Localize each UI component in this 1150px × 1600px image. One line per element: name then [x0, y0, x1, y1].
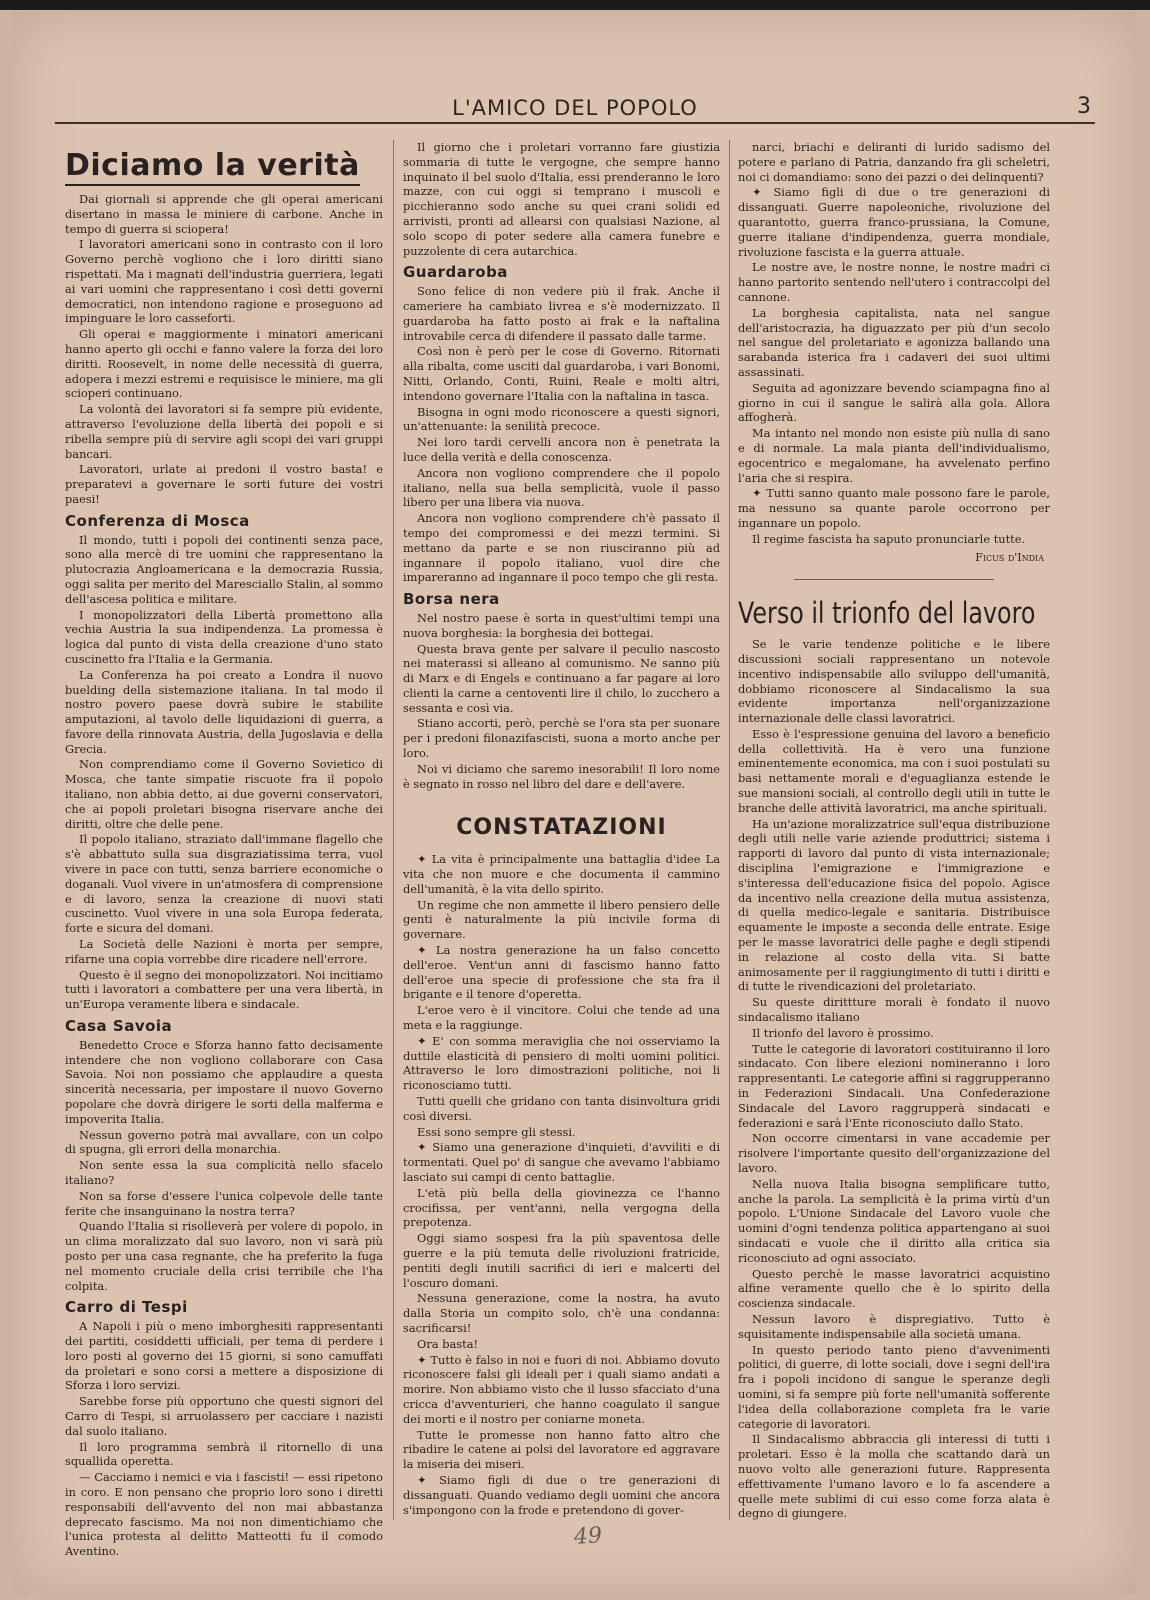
paragraph: ✦ La nostra generazione ha un falso concetto dell'eroe. Vent'un anni di fascismo hanno fatto dell'eroe una specie di professione che sta fra il brigante e il tenore d'operetta. [403, 943, 720, 1002]
column-rule [393, 140, 394, 1520]
paragraph: narci, briachi e deliranti di lurido sadismo del potere e parlano di Patria, danzando fra gli scheletri, noi ci domandiamo: sono dei pazzi o dei delinquenti? [738, 140, 1050, 184]
paragraph: Nessun lavoro è dispregiativo. Tutto è squisitamente indispensabile alla società umana. [738, 1311, 1050, 1341]
paragraph: L'eroe vero è il vincitore. Colui che tende ad una meta e la raggiunge. [403, 1003, 720, 1033]
page-header [55, 92, 1095, 124]
section-body [403, 611, 720, 792]
paragraph: Sono felice di non vedere più il frak. Anche il cameriere ha cambiato livrea e s'è modernizzato. Il guardaroba ha fatto posto ai frak e la naftalina introvabile cerca di difendere il passato dalle tarme. [403, 284, 720, 343]
page-number: 3 [1077, 94, 1091, 119]
paragraph: Sarebbe forse più opportuno che questi signori del Carro di Tespi, si arruolassero per cacciare i nazisti dal suolo italiano. [65, 1394, 383, 1438]
paragraph: Le nostre ave, le nostre nonne, le nostre madri ci hanno partorito sentendo nell'utero i contraccolpi del cannone. [738, 260, 1050, 304]
paragraph: In questo periodo tanto pieno d'avvenimenti politici, di guerre, di lotte sociali, dove i segni dell'ira fra i popoli incidono di sangue le speranze degli uomini, si fa sempre più forte nell'umanità sofferente l'idea della collaborazione completa fra le varie categorie di lavoratori. [738, 1342, 1050, 1431]
article-headline: Diciamo la verità [65, 148, 360, 186]
paragraph: Questo perchè le masse lavoratrici acquistino alfine veramente quello che è lo spirito della coscienza sindacale. [738, 1266, 1050, 1311]
paragraph: Lavoratori, urlate ai predoni il vostro basta! e preparatevi a governare le sorti future dei vostri paesi! [65, 462, 383, 506]
paragraph: Tutti quelli che gridano con tanta disinvoltura gridi così diversi. [403, 1094, 720, 1123]
article-body [403, 140, 720, 258]
paragraph: Tutte le categorie di lavoratori costituiranno il loro sindacato. Con libere elezioni nomineranno i loro rappresentanti. Le categorie affini si raggrupperanno in Federazioni Sindacali. Una Confederazione Sindacale del Lavoro raggrupperà sindacati e federazioni e sarà l'Ente riconosciuto dallo Stato. [738, 1041, 1050, 1130]
paragraph: ✦ Siamo una generazione d'inquieti, d'avviliti e di tormentati. Quel po' di sangue che avevamo l'abbiamo lasciato sui campi di cento battaglie. [403, 1140, 720, 1184]
section-body [738, 637, 1050, 1521]
paragraph: Il regime fascista ha saputo pronunciarle tutte. [752, 531, 1026, 546]
paragraph: Noi vi diciamo che saremo inesorabili! Il loro nome è segnato in rosso nel libro del dare e dell'avere. [403, 761, 720, 791]
paragraph: Seguita ad agonizzare bevendo sciampagna fino al giorno in cui il sangue le salirà alla gola. Allora affogherà. [738, 380, 1050, 425]
section-body [65, 533, 383, 1013]
paragraph: Ma intanto nel mondo non esiste più nulla di sano e di normale. La mala pianta dell'individualismo, egocentrico e megalomane, ha avvelenato perfino l'aria che si respira. [738, 426, 1050, 485]
paragraph: Il mondo, tutti i popoli dei continenti senza pace, sono alla mercè di tre uomini che rappresentano la plutocrazia Angloamericana e la democrazia Russia, oggi salita per merito del Maresciallo Stalin, al sommo dell'ascesa politica e militare. [65, 532, 383, 606]
paragraph: Ha un'azione moralizzatrice sull'equa distribuzione degli utili nelle varie aziende produttrici; sistema i rapporti di lavoro dal punto di vista internazionale; disciplina l'emigrazione e l'immigrazione e s'interessa dell'educazione fisica del popolo. Agisce da incentivo nella creazione della mutua assistenza, di quella medico-legale e sanitaria. Distribuisce equamente le imposte a seconda delle entrate. Esige per le masse lavoratrici delle paghe e degli stipendi in relazione al costo della vita. Si batte animosamente per il raggiungimento di tutti i diritti e di tutte le rivendicazioni del proletariato. [738, 816, 1050, 994]
section-title: Carro di Tespi [65, 1298, 188, 1317]
paragraph: La borghesia capitalista, nata nel sangue dell'aristocrazia, ha diguazzato per più d'un secolo nel sangue del proletariato e agonizza ballando una sarabanda isterica fra i cadaveri dei suoi ultimi assassinati. [738, 305, 1050, 379]
paragraph: Non occorre cimentarsi in vane accademie per risolvere l'importante quesito dell'organizzazione del lavoro. [738, 1131, 1050, 1175]
section-title: Guardaroba [403, 263, 508, 282]
paragraph: Ancora non vogliono comprendere ch'è passato il tempo dei compromessi e dei mezzi termini. Si mettano da parte e se non riusciranno più ad ingannare il popolo italiano, vuol dire che impareranno ad ingannare il poco tempo che gli resta. [403, 511, 720, 585]
handwritten-note: 49 [573, 1523, 603, 1550]
paragraph: Essi sono sempre gli stessi. [417, 1124, 576, 1139]
paragraph: La Società delle Nazioni è morta per sempre, rifarne una copia vorrebbe dire ricadere nell'errore. [65, 937, 383, 966]
paragraph: Il popolo italiano, straziato dall'immane flagello che s'è abbattuto sulla sua disgraziatissima terra, vuol vivere in pace con tutti, senza barriere economiche o doganali. Vuol vivere in un'atmosfera di comprensione e di lavoro, senza la creazione di nuovi stati cuscinetto. Vuol vivere in una sola Europa federata, forte e sicura del domani. [65, 832, 383, 936]
paragraph: A Napoli i più o meno imborghesiti rappresentanti dei partiti, cosiddetti ufficiali, per tema di perdere i loro posti al governo dei 15 giorni, si sono camuffati da proletari e sono corsi a mettere a disposizione di Sforza i loro servizi. [65, 1319, 383, 1393]
column-3 [738, 140, 1050, 1520]
paragraph: Non sente essa la sua complicità nello sfacelo italiano? [65, 1158, 383, 1187]
column-2 [403, 140, 720, 1520]
paragraph: Su queste dirittture morali è fondato il nuovo sindacalismo italiano [738, 995, 1050, 1025]
section-title: Casa Savoia [65, 1017, 173, 1036]
paragraph: Questo è il segno dei monopolizzatori. Noi incitiamo tutti i lavoratori a combattere per una vera libertà, in un'Europa veramente libera e sindacale. [65, 967, 383, 1012]
paragraph: Ancora non vogliono comprendere che il popolo italiano, nella sua bella semplicità, vuole il passo libero per una libera via nuova. [403, 465, 720, 510]
paragraph: ✦ Tutto è falso in noi e fuori di noi. Abbiamo dovuto riconoscere falsi gli ideali per i quali siamo andati a morire. Non abbiamo visto che il lusso sfacciato d'una cricca d'avventurieri, che hanno coagulato il sangue dei morti e il nostro per coniarne moneta. [403, 1352, 720, 1426]
paragraph: Non sa forse d'essere l'unica colpevole delle tante ferite che insanguinano la nostra terra? [65, 1188, 383, 1218]
paragraph: Il trionfo del lavoro è prossimo. [752, 1025, 934, 1040]
column-1 [65, 140, 383, 1559]
paragraph: Il Sindacalismo abbraccia gli interessi di tutti i proletari. Esso è la molla che scattando darà un nuovo volto alle generazioni future. Rappresenta effettivamente l'umano lavoro e lo fa ascendere a quelle mete sublimi di cui esso come forza alata è degno di giungere. [738, 1432, 1050, 1521]
paragraph: ✦ Siamo figli di due o tre generazioni di dissanguati. Quando vediamo degli uomini che ancora s'impongono con la frode e pretendono di gover- [403, 1472, 720, 1517]
paragraph: Nessuna generazione, come la nostra, ha avuto dalla Storia un compito solo, ch'è una condanna: sacrificarsi! [403, 1291, 720, 1335]
paragraph: I lavoratori americani sono in contrasto con il loro Governo perchè vogliono che i loro diritti siano rispettati. Ma i magnati dell'industria guerriera, legati ai vari uomini che rappresentano i così detti governi democratici, non intendono ragione e proseguono ad impinguare le loro casseforti. [65, 237, 383, 326]
column-rule [729, 140, 730, 1520]
paragraph: Se le varie tendenze politiche e le libere discussioni sociali rappresentano un notevole incentivo indispensabile allo sviluppo dell'umanità, dobbiamo riconoscere al Sindacalismo la sua evidente importanza nell'organizzazione internazionale delle classi lavoratrici. [738, 637, 1050, 726]
section-body [65, 1319, 383, 1559]
masthead: L'AMICO DEL POPOLO [452, 96, 698, 120]
article-body [65, 192, 383, 507]
paragraph: Il giorno che i proletari vorranno fare giustizia sommaria di tutte le vergogne, che sempre hanno inquinato il bel suolo d'Italia, essi prenderanno le loro mazze, con cui oggi si temprano i muscoli e picchieranno sodo anche su quei crani solidi ed arrivisti, pronti ad allearsi con qualsiasi Nazione, al solo scopo di poter sedere alla camera funebre e puzzolente di cera autarchica. [403, 140, 720, 258]
paragraph: Il loro programma sembrà il ritornello di una squallida operetta. [65, 1439, 383, 1469]
paragraph: L'età più bella della giovinezza ce l'hanno crocifissa, per vent'anni, nella vergogna della prepotenza. [403, 1185, 720, 1230]
section-body [65, 1038, 383, 1294]
paragraph: Non comprendiamo come il Governo Sovietico di Mosca, che tante simpatie riscuote fra il popolo italiano, non abbia detto, ai due governi conservatori, che ai popoli proletari bisogna riservare anche dei diritti, oltre che delle pene. [65, 757, 383, 831]
paragraph: Nei loro tardi cervelli ancora non è penetrata la luce della verità e della conoscenza. [403, 435, 720, 464]
article-headline: CONSTATAZIONI [456, 815, 667, 841]
paragraph: Nessun governo potrà mai avvallare, con un colpo di spugna, gli errori della monarchia. [65, 1127, 383, 1157]
paragraph: I monopolizzatori della Libertà promettono alla vechia Austria la sua indipendenza. La promessa è logica dal punto di vista della creazione d'uno stato cuscinetto fra l'Italia e la Germania. [65, 607, 383, 666]
paragraph: Gli operai e maggiormente i minatori americani hanno aperto gli occhi e fanno valere la forza dei loro diritti. Roosevelt, in nome delle necessità di guerra, adopera i mezzi estremi e requisisce le miniere, ma gli scioperi continuano. [65, 327, 383, 401]
paragraph: Quando l'Italia si risolleverà per volere di popolo, in un clima moralizzato dal suo lavoro, non vi sarà più posto per una casa regnante, che ha preferito la fuga nel momento cruciale della crisi terribile che l'ha colpita. [65, 1219, 383, 1293]
paragraph: Dai giornali si apprende che gli operai americani disertano in massa le miniere di carbone. Anche in tempo di guerra si sciopera! [65, 192, 383, 236]
author-signature: Ficus d'India [975, 550, 1044, 564]
section-title: Conferenza di Mosca [65, 511, 250, 530]
paragraph: Un regime che non ammette il libero pensiero delle genti è naturalmente la più incivile forma di governare. [403, 897, 720, 942]
paragraph: Esso è l'espressione genuina del lavoro a beneficio della collettività. Ha è vero una funzione eminentemente economica, ma con i suoi postulati su basi nettamente morali e d'eguaglianza estende le sue mansioni sociali, al controllo degli utili in tutte le branche delle attività lavoratrici, ma anche spirituali. [738, 726, 1050, 815]
paragraph: La volontà dei lavoratori si fa sempre più evidente, attraverso l'evoluzione della libertà dei popoli e si ribella sempre più di servire agli scopi dei vari gruppi bancari. [65, 402, 383, 461]
paragraph: La Conferenza ha poi creato a Londra il nuovo buelding della sistemazione italiana. In tal modo il nostro povero paese dovrà subire le stabilite amputazioni, al tavolo delle liquidazioni di guerra, a favore della rinnovata Austria, della Jugoslavia e della Grecia. [65, 667, 383, 756]
paragraph: Benedetto Croce e Sforza hanno fatto decisamente intendere che non vogliono collaborare con Casa Savoia. Noi non possiamo che applaudire a questa sincerità necessaria, per impostare il nuovo Governo popolare che dovrà dirigere le sorti della malferma e impoverita Italia. [65, 1037, 383, 1126]
paragraph: Nella nuova Italia bisogna semplificare tutto, anche la parola. La semplicità è la prima virtù d'un popolo. L'Unione Sindacale del Lavoro vuole che uomini d'ogni tendenza politica appartengano ai suoi sindacati e vuole che il diritto alla critica sia riconosciuto ad ogni associato. [738, 1176, 1050, 1265]
divider [794, 579, 994, 580]
paragraph: Questa brava gente per salvare il peculio nascosto nei materassi si alleano al comunismo. Ne sanno più di Marx e di Engels e continuano a far pagare ai loro clienti la carne a centoventi lire il chilo, lo zucchero a sessanta e così via. [403, 641, 720, 715]
paragraph: Nel nostro paese è sorta in quest'ultimi tempi una nuova borghesia: la borghesia dei bottegai. [403, 610, 720, 640]
paragraph: ✦ Tutti sanno quanto male possono fare le parole, ma nessuno sa quante parole occorrono per ingannare un popolo. [738, 486, 1050, 530]
paragraph: ✦ La vita è principalmente una battaglia d'idee La vita che non muore e che documenta il cammino dell'umanità, è la vita dello spirito. [403, 852, 720, 896]
paragraph: Così non è però per le cose di Governo. Ritornati alla ribalta, come usciti dal guardaroba, i vari Bonomi, Nitti, Orlando, Conti, Ruini, Reale e molti altri, intendono governare l'Italia con la naftalina in tasca. [403, 344, 720, 403]
paragraph: Stiano accorti, però, perchè se l'ora sta per suonare per i predoni filonazifascisti, suona a morto anche per loro. [403, 716, 720, 761]
section-body [403, 284, 720, 585]
paragraph: ✦ E' con somma meraviglia che noi osserviamo la duttile elasticità di pensiero di molti uomini politici. Attraverso le loro dimostrazioni politiche, noi li riconosciamo tutti. [403, 1033, 720, 1093]
article-body [738, 140, 1050, 547]
article-headline: Verso il trionfo del lavoro [738, 596, 1036, 631]
paragraph: Oggi siamo sospesi fra la più spaventosa delle guerre e la più temuta delle rivoluzioni fratricide, pentiti degli inutili sacrifici di ieri e malcerti del l'oscuro domani. [403, 1231, 720, 1290]
section-body [403, 852, 720, 1517]
paragraph: — Cacciamo i nemici e via i fascisti! — essi ripetono in coro. E non pensano che proprio loro sono i diretti responsabili dell'avvento del non mai abbastanza deprecato fascismo. Ma noi non dimentichiamo che l'unica protesta al delitto Matteotti fu il comodo Aventino. [65, 1470, 383, 1559]
paragraph: ✦ Siamo figli di due o tre generazioni di dissanguati. Guerre napoleoniche, rivoluzione del quarantotto, guerra franco-prussiana, la Comune, guerre italiane d'indipendenza, guerra mondiale, rivoluzione fascista e la guerra attuale. [738, 185, 1050, 259]
scan-top-edge [0, 0, 1150, 10]
paragraph: Tutte le promesse non hanno fatto altro che ribadire le catene ai polsi del lavoratore ed aggravare la miseria dei miseri. [403, 1427, 720, 1472]
paragraph: Ora basta! [417, 1336, 479, 1351]
paragraph: Bisogna in ogni modo riconoscere a questi signori, un'attenuante: la senilità precoce. [403, 404, 720, 434]
section-title: Borsa nera [403, 590, 500, 609]
